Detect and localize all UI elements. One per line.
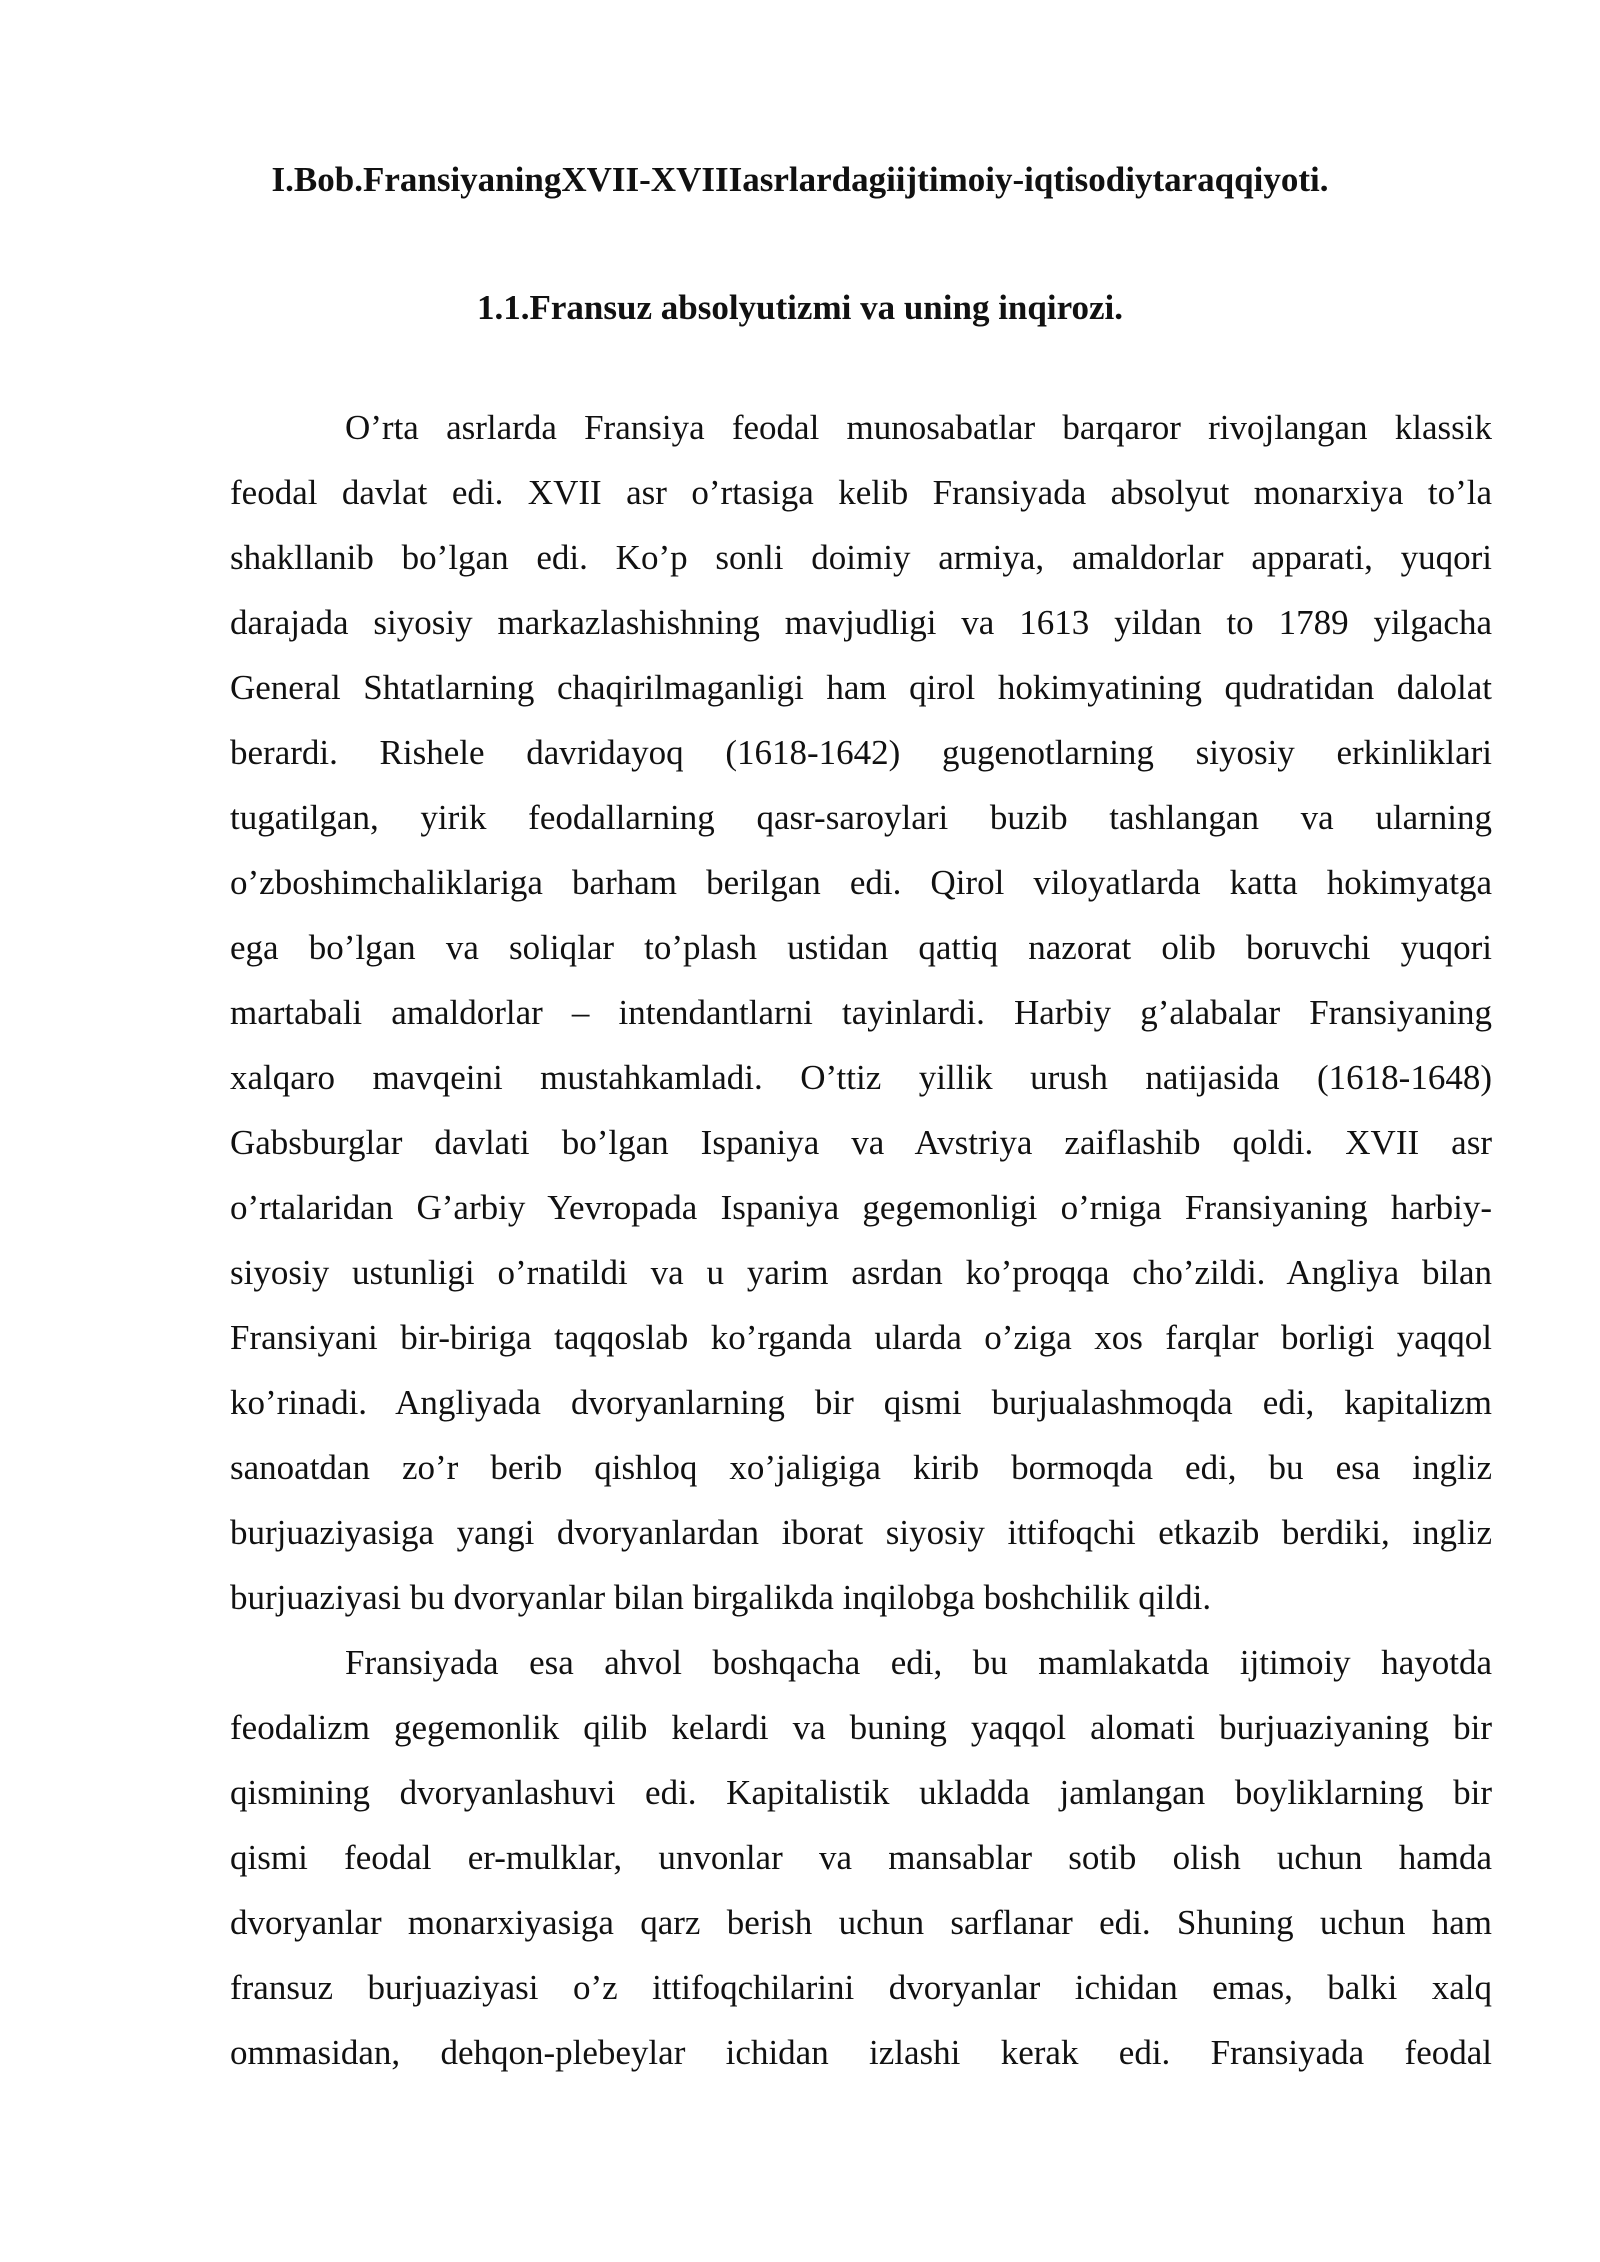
text-line: sanoatdan zo’r berib qishloq xo’jaligiga kirib bormoqda edi, bu esa ingliz [230,1448,1492,1487]
text-line: ommasidan, dehqon-plebeylar ichidan izlashi kerak edi. Fransiyada feodal [230,2033,1492,2072]
text-line: qismi feodal er-mulklar, unvonlar va mansablar sotib olish uchun hamda [230,1838,1492,1877]
text-line: siyosiy ustunligi o’rnatildi va u yarim asrdan ko’proqqa cho’zildi. Angliya bilan [230,1253,1492,1292]
text-line: burjuaziyasi bu dvoryanlar bilan birgalikda inqilobga boshchilik qildi. [230,1578,1212,1617]
text-line: Fransiyani bir-biriga taqqoslab ko’rganda ularda o’ziga xos farqlar borligi yaqqol [230,1318,1492,1357]
paragraph-2 [230,1630,1492,2085]
text-line: burjuaziyasiga yangi dvoryanlardan iborat siyosiy ittifoqchi etkazib berdiki, ingliz [230,1513,1492,1552]
text-line: qismining dvoryanlashuvi edi. Kapitalistik ukladda jamlangan boyliklarning bir [230,1773,1492,1812]
text-line: Gabsburglar davlati bo’lgan Ispaniya va Avstriya zaiflashib qoldi. XVII asr [230,1123,1492,1162]
text-line: ega bo’lgan va soliqlar to’plash ustidan qattiq nazorat olib boruvchi yuqori [230,928,1492,967]
text-line: Fransiyada esa ahvol boshqacha edi, bu mamlakatda ijtimoiy hayotda [345,1643,1492,1682]
text-line: tugatilgan, yirik feodallarning qasr-saroylari buzib tashlangan va ularning [230,798,1492,837]
text-line: fransuz burjuaziyasi o’z ittifoqchilarini dvoryanlar ichidan emas, balki xalq [230,1968,1492,2007]
text-line: ko’rinadi. Angliyada dvoryanlarning bir qismi burjualashmoqda edi, kapitalizm [230,1383,1492,1422]
text-line: xalqaro mavqeini mustahkamladi. O’ttiz yillik urush natijasida (1618-1648) [230,1058,1492,1097]
paragraph-1 [230,395,1492,1630]
text-line: feodal davlat edi. XVII asr o’rtasiga kelib Fransiyada absolyut monarxiya to’la [230,473,1492,512]
text-line: darajada siyosiy markazlashishning mavjudligi va 1613 yildan to 1789 yilgacha [230,603,1492,642]
text-line: o’zboshimchaliklariga barham berilgan edi. Qirol viloyatlarda katta hokimyatga [230,863,1492,902]
text-line: feodalizm gegemonlik qilib kelardi va buning yaqqol alomati burjuaziyaning bir [230,1708,1492,1747]
text-line: dvoryanlar monarxiyasiga qarz berish uchun sarflanar edi. Shuning uchun ham [230,1903,1492,1942]
section-title: 1.1.Fransuz absolyutizmi va uning inqirozi. [477,288,1123,327]
text-line: General Shtatlarning chaqirilmaganligi ham qirol hokimyatining qudratidan dalolat [230,668,1492,707]
text-line: martabali amaldorlar – intendantlarni tayinlardi. Harbiy g’alabalar Fransiyaning [230,993,1492,1032]
text-line: o’rtalaridan G’arbiy Yevropada Ispaniya gegemonligi o’rniga Fransiyaning harbiy- [230,1188,1492,1227]
text-line: berardi. Rishele davridayoq (1618-1642) gugenotlarning siyosiy erkinliklari [230,733,1492,772]
body-text [230,395,1492,2085]
text-line: O’rta asrlarda Fransiya feodal munosabatlar barqaror rivojlangan klassik [345,408,1492,447]
text-line: shakllanib bo’lgan edi. Ko’p sonli doimiy armiya, amaldorlar apparati, yuqori [230,538,1492,577]
chapter-title: I.Bob.FransiyaningXVII-XVIIIasrlardagiijtimoiy-iqtisodiytaraqqiyoti. [271,160,1329,199]
